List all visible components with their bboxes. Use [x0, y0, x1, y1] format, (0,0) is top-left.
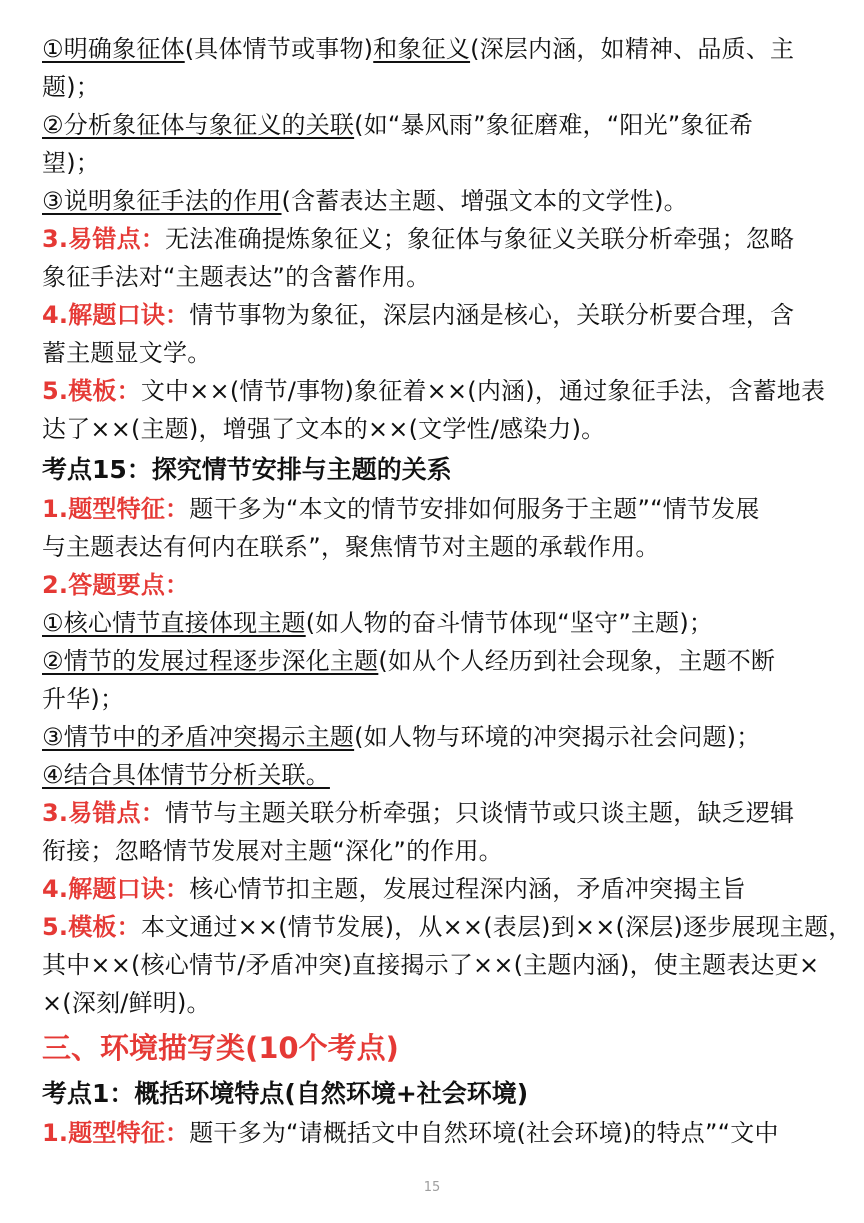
text-line: [42, 832, 826, 870]
underlined-phrase: ①核心情节直接体现主题: [42, 609, 306, 637]
text-span: 达了××(主题)，增强了文本的××(文学性/感染力)。: [42, 415, 606, 443]
item-label-tip: 4.解题口诀：: [42, 875, 190, 903]
underlined-phrase: ①明确象征体: [42, 35, 185, 63]
text-line: [42, 1114, 826, 1152]
item-label-mistakes: 3.易错点：: [42, 799, 166, 827]
text-span: (具体情节或事物): [184, 35, 374, 63]
text-line: [42, 642, 826, 680]
kaodian-15-heading: 考点15：探究情节安排与主题的关系: [42, 455, 452, 484]
text-line: [42, 410, 826, 448]
text-line: [42, 490, 826, 528]
text-span: 衔接；忽略情节发展对主题“深化”的作用。: [42, 837, 503, 865]
text-span: 核心情节扣主题，发展过程深内涵，矛盾冲突揭主旨: [189, 875, 746, 903]
text-line: [42, 334, 826, 372]
text-line: [42, 604, 826, 642]
document-body: [42, 30, 853, 1152]
item-label-template: 5.模板：: [42, 913, 141, 941]
text-line: [42, 566, 826, 604]
kaodian-1-heading: 考点1：概括环境特点(自然环境+社会环境): [42, 1079, 529, 1108]
text-line: [42, 984, 826, 1022]
underlined-phrase: ③说明象征手法的作用: [42, 187, 282, 215]
text-line: [42, 144, 826, 182]
text-span: 题)；: [42, 73, 100, 101]
text-span: (如“暴风雨”象征磨难，“阳光”象征希: [354, 111, 754, 139]
text-line: [42, 68, 826, 106]
text-line: [42, 220, 826, 258]
text-line: [42, 680, 826, 718]
underlined-phrase: ②情节的发展过程逐步深化主题: [42, 647, 379, 675]
text-line: [42, 182, 826, 220]
item-label-feature: 1.题型特征：: [42, 1119, 190, 1147]
text-span: 题干多为“请概括文中自然环境(社会环境)的特点”“文中: [189, 1119, 779, 1147]
text-span: 情节与主题关联分析牵强；只谈情节或只谈主题，缺乏逻辑: [165, 799, 795, 827]
underlined-phrase: 和象征义: [373, 35, 471, 63]
text-span: 蓄主题显文学。: [42, 339, 212, 367]
text-line: [42, 372, 826, 410]
underlined-phrase: ②分析象征体与象征义的关联: [42, 111, 355, 139]
item-label-points: 2.答题要点：: [42, 571, 190, 599]
text-line: [42, 946, 826, 984]
text-span: 望)；: [42, 149, 100, 177]
underlined-phrase: ④结合具体情节分析关联。: [42, 761, 330, 789]
text-span: (如从个人经历到社会现象，主题不断: [378, 647, 776, 675]
text-span: (如人物与环境的冲突揭示社会问题)；: [354, 723, 761, 751]
text-line: [42, 106, 826, 144]
text-line: [42, 296, 826, 334]
section-3-title: 三、环境描写类(10个考点): [42, 1031, 399, 1065]
text-span: (含蓄表达主题、增强文本的文学性)。: [281, 187, 688, 215]
text-span: 升华)；: [42, 685, 125, 713]
text-line: [42, 258, 826, 296]
text-line: [42, 528, 826, 566]
text-line: [42, 794, 826, 832]
text-span: 其中××(核心情节/矛盾冲突)直接揭示了××(主题内涵)，使主题表达更×: [42, 951, 820, 979]
item-label-tip: 4.解题口诀：: [42, 301, 190, 329]
text-span: 与主题表达有何内在联系”，聚焦情节对主题的承载作用。: [42, 533, 660, 561]
text-line: [42, 30, 826, 68]
text-span: (深层内涵，如精神、品质、主: [470, 35, 795, 63]
page-number: 15: [423, 1180, 441, 1195]
item-label-template: 5.模板：: [42, 377, 141, 405]
text-span: (如人物的奋斗情节体现“坚守”主题)；: [305, 609, 714, 637]
text-span: 象征手法对“主题表达”的含蓄作用。: [42, 263, 431, 291]
text-span: 情节事物为象征，深层内涵是核心，关联分析要合理，含: [189, 301, 795, 329]
text-line: [42, 908, 853, 946]
text-span: ×(深刻/鲜明)。: [42, 989, 211, 1017]
item-label-feature: 1.题型特征：: [42, 495, 190, 523]
item-label-mistakes: 3.易错点：: [42, 225, 166, 253]
text-span: 本文通过××(情节发展)，从××(表层)到××(深层)逐步展现主题，: [140, 913, 853, 941]
text-line: [42, 718, 826, 756]
underlined-phrase: ③情节中的矛盾冲突揭示主题: [42, 723, 355, 751]
text-span: 题干多为“本文的情节安排如何服务于主题”“情节发展: [189, 495, 760, 523]
text-span: 无法准确提炼象征义；象征体与象征义关联分析牵强；忽略: [165, 225, 795, 253]
text-line: [42, 756, 826, 794]
text-span: 文中××(情节/事物)象征着××(内涵)，通过象征手法，含蓄地表: [140, 377, 826, 405]
text-line: [42, 870, 826, 908]
